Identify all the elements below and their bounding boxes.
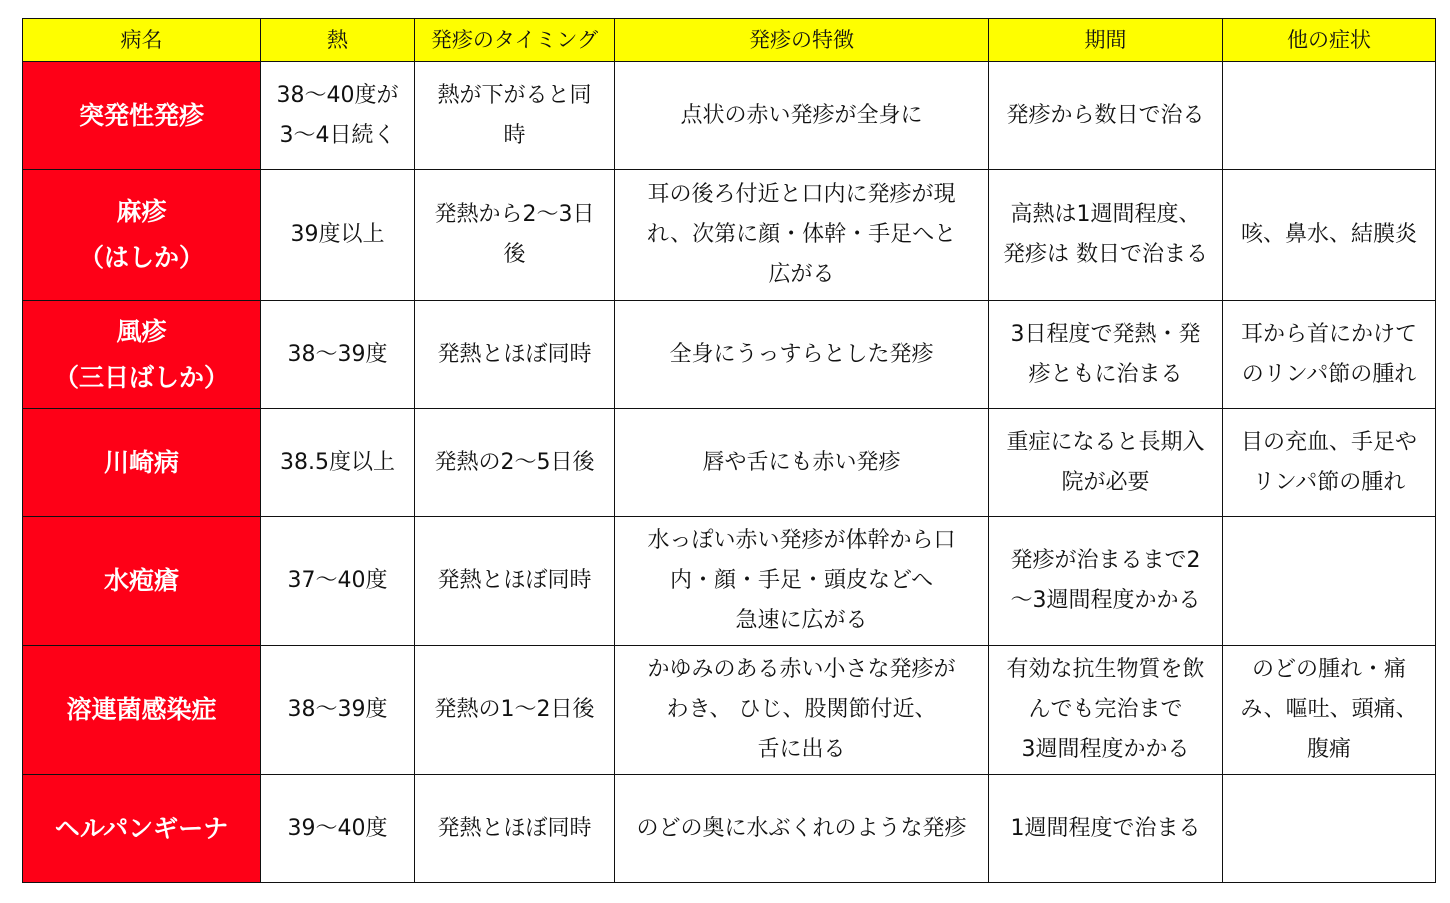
table-row (23, 517, 1436, 646)
disease-name-cell: 川崎病 (23, 409, 261, 517)
table-row (23, 646, 1436, 775)
table-row (23, 62, 1436, 170)
fever-cell: 39度以上 (261, 170, 415, 301)
features-cell: のどの奥に水ぶくれのような発疹 (615, 775, 989, 883)
period-cell: 有効な抗生物質を飲 んでも完治まで 3週間程度かかる (989, 646, 1223, 775)
table-row (23, 775, 1436, 883)
features-cell: 耳の後ろ付近と口内に発疹が現 れ、次第に顔・体幹・手足へと 広がる (615, 170, 989, 301)
features-cell: 全身にうっすらとした発疹 (615, 301, 989, 409)
period-cell: 高熱は1週間程度、 発疹は 数日で治まる (989, 170, 1223, 301)
period-cell: 発疹から数日で治る (989, 62, 1223, 170)
period-cell: 3日程度で発熱・発 疹ともに治まる (989, 301, 1223, 409)
period-cell: 1週間程度で治まる (989, 775, 1223, 883)
header-rash-timing: 発疹のタイミング (415, 19, 615, 62)
disease-name-cell: 水疱瘡 (23, 517, 261, 646)
header-disease-name: 病名 (23, 19, 261, 62)
features-cell: 点状の赤い発疹が全身に (615, 62, 989, 170)
table-row (23, 409, 1436, 517)
disease-name-cell: 麻疹 （はしか） (23, 170, 261, 301)
fever-cell: 38〜39度 (261, 301, 415, 409)
timing-cell: 熱が下がると同 時 (415, 62, 615, 170)
timing-cell: 発熱とほぼ同時 (415, 775, 615, 883)
fever-cell: 38〜39度 (261, 646, 415, 775)
other-symptoms-cell: 目の充血、手足や リンパ節の腫れ (1223, 409, 1436, 517)
header-period: 期間 (989, 19, 1223, 62)
other-symptoms-cell: 咳、鼻水、結膜炎 (1223, 170, 1436, 301)
header-other-symptoms: 他の症状 (1223, 19, 1436, 62)
disease-name-cell: ヘルパンギーナ (23, 775, 261, 883)
timing-cell: 発熱とほぼ同時 (415, 517, 615, 646)
header-row (23, 19, 1436, 62)
other-symptoms-cell (1223, 775, 1436, 883)
disease-comparison-table (22, 18, 1436, 883)
period-cell: 発疹が治まるまで2 〜3週間程度かかる (989, 517, 1223, 646)
timing-cell: 発熱とほぼ同時 (415, 301, 615, 409)
period-cell: 重症になると長期入 院が必要 (989, 409, 1223, 517)
disease-name-cell: 風疹 （三日ばしか） (23, 301, 261, 409)
fever-cell: 38.5度以上 (261, 409, 415, 517)
fever-cell: 38〜40度が 3〜4日続く (261, 62, 415, 170)
other-symptoms-cell (1223, 62, 1436, 170)
fever-cell: 37〜40度 (261, 517, 415, 646)
other-symptoms-cell: 耳から首にかけて のリンパ節の腫れ (1223, 301, 1436, 409)
table-row (23, 301, 1436, 409)
table-row (23, 170, 1436, 301)
header-fever: 熱 (261, 19, 415, 62)
disease-name-cell: 突発性発疹 (23, 62, 261, 170)
timing-cell: 発熱の1〜2日後 (415, 646, 615, 775)
fever-cell: 39〜40度 (261, 775, 415, 883)
features-cell: 水っぽい赤い発疹が体幹から口 内・顔・手足・頭皮などへ 急速に広がる (615, 517, 989, 646)
disease-name-cell: 溶連菌感染症 (23, 646, 261, 775)
timing-cell: 発熱から2〜3日 後 (415, 170, 615, 301)
features-cell: かゆみのある赤い小さな発疹が わき、 ひじ、股関節付近、 舌に出る (615, 646, 989, 775)
timing-cell: 発熱の2〜5日後 (415, 409, 615, 517)
header-rash-features: 発疹の特徴 (615, 19, 989, 62)
features-cell: 唇や舌にも赤い発疹 (615, 409, 989, 517)
other-symptoms-cell: のどの腫れ・痛 み、嘔吐、頭痛、 腹痛 (1223, 646, 1436, 775)
other-symptoms-cell (1223, 517, 1436, 646)
